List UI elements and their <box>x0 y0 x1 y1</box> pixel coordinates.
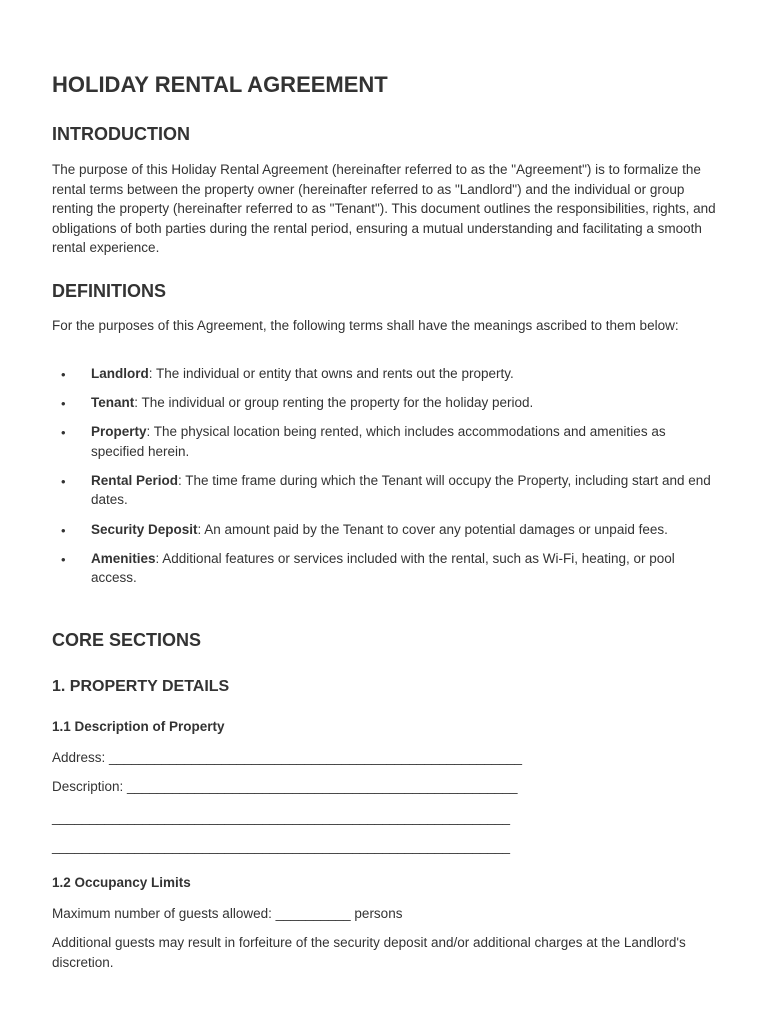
additional-guests-text: Additional guests may result in forfeiture of the security deposit and/or additional charges at the Landlord's discretion. <box>52 935 686 970</box>
definition-text: : The time frame during which the Tenant will occupy the Property, including start and end dates. <box>91 472 711 508</box>
definitions-heading: DEFINITIONS <box>52 281 167 301</box>
definition-item-security-deposit <box>52 520 722 540</box>
definitions-list <box>52 364 722 597</box>
max-guests-line: Maximum number of guests allowed: __________ persons <box>52 906 403 921</box>
bullet-icon: • <box>61 425 66 441</box>
introduction-heading: INTRODUCTION <box>52 124 190 144</box>
property-details-heading: 1. PROPERTY DETAILS <box>52 678 230 695</box>
definition-term: Amenities <box>91 550 156 566</box>
definition-item-tenant <box>52 393 722 413</box>
definition-item-property <box>52 422 722 461</box>
bullet-icon: • <box>61 396 66 412</box>
definition-term: Tenant <box>91 395 135 411</box>
definition-term: Rental Period <box>91 472 179 488</box>
description-blank-line-1: _____________________________________________________________ <box>52 810 510 825</box>
definition-item-landlord <box>52 364 722 384</box>
definition-text: : The physical location being rented, which includes accommodations and amenities as specified herein. <box>91 424 666 459</box>
description-blank-line-2: _____________________________________________________________ <box>52 839 510 854</box>
definition-text: : The individual or group renting the property for the holiday period. <box>134 395 534 411</box>
introduction-text: The purpose of this Holiday Rental Agreement (hereinafter referred to as the "Agreement") is to formalize the rental terms between the property owner (hereinafter referred to as "Landlord") and the individual or group renting the property (hereinafter referred to as "Tenant"). This document outlines the responsibilities, rights, and obligations of both parties during the rental period, ensuring a mutual understanding and facilitating a smooth rental experience. <box>52 162 716 256</box>
description-of-property-heading: 1.1 Description of Property <box>52 719 225 734</box>
definition-text: : An amount paid by the Tenant to cover any potential damages or unpaid fees. <box>197 521 668 537</box>
definitions-intro: For the purposes of this Agreement, the following terms shall have the meanings ascribed to them below: <box>52 318 679 333</box>
definition-term: Security Deposit <box>91 521 198 537</box>
definition-item-amenities <box>52 549 722 588</box>
definition-text: : Additional features or services included with the rental, such as Wi-Fi, heating, or pool access. <box>91 550 675 586</box>
address-field-line: Address: _______________________________________________________ <box>52 750 522 765</box>
description-field-line: Description: ____________________________________________________ <box>52 779 518 794</box>
bullet-icon: • <box>61 522 66 538</box>
definition-term: Property <box>91 424 147 440</box>
definition-item-rental-period <box>52 471 722 510</box>
bullet-icon: • <box>61 473 66 489</box>
core-sections-heading: CORE SECTIONS <box>52 630 202 650</box>
definition-term: Landlord <box>91 366 149 381</box>
definition-text: : The individual or entity that owns and rents out the property. <box>148 366 514 381</box>
bullet-icon: • <box>61 551 66 567</box>
document-title: HOLIDAY RENTAL AGREEMENT <box>52 72 388 97</box>
bullet-icon: • <box>61 367 66 382</box>
occupancy-limits-heading: 1.2 Occupancy Limits <box>52 875 191 890</box>
